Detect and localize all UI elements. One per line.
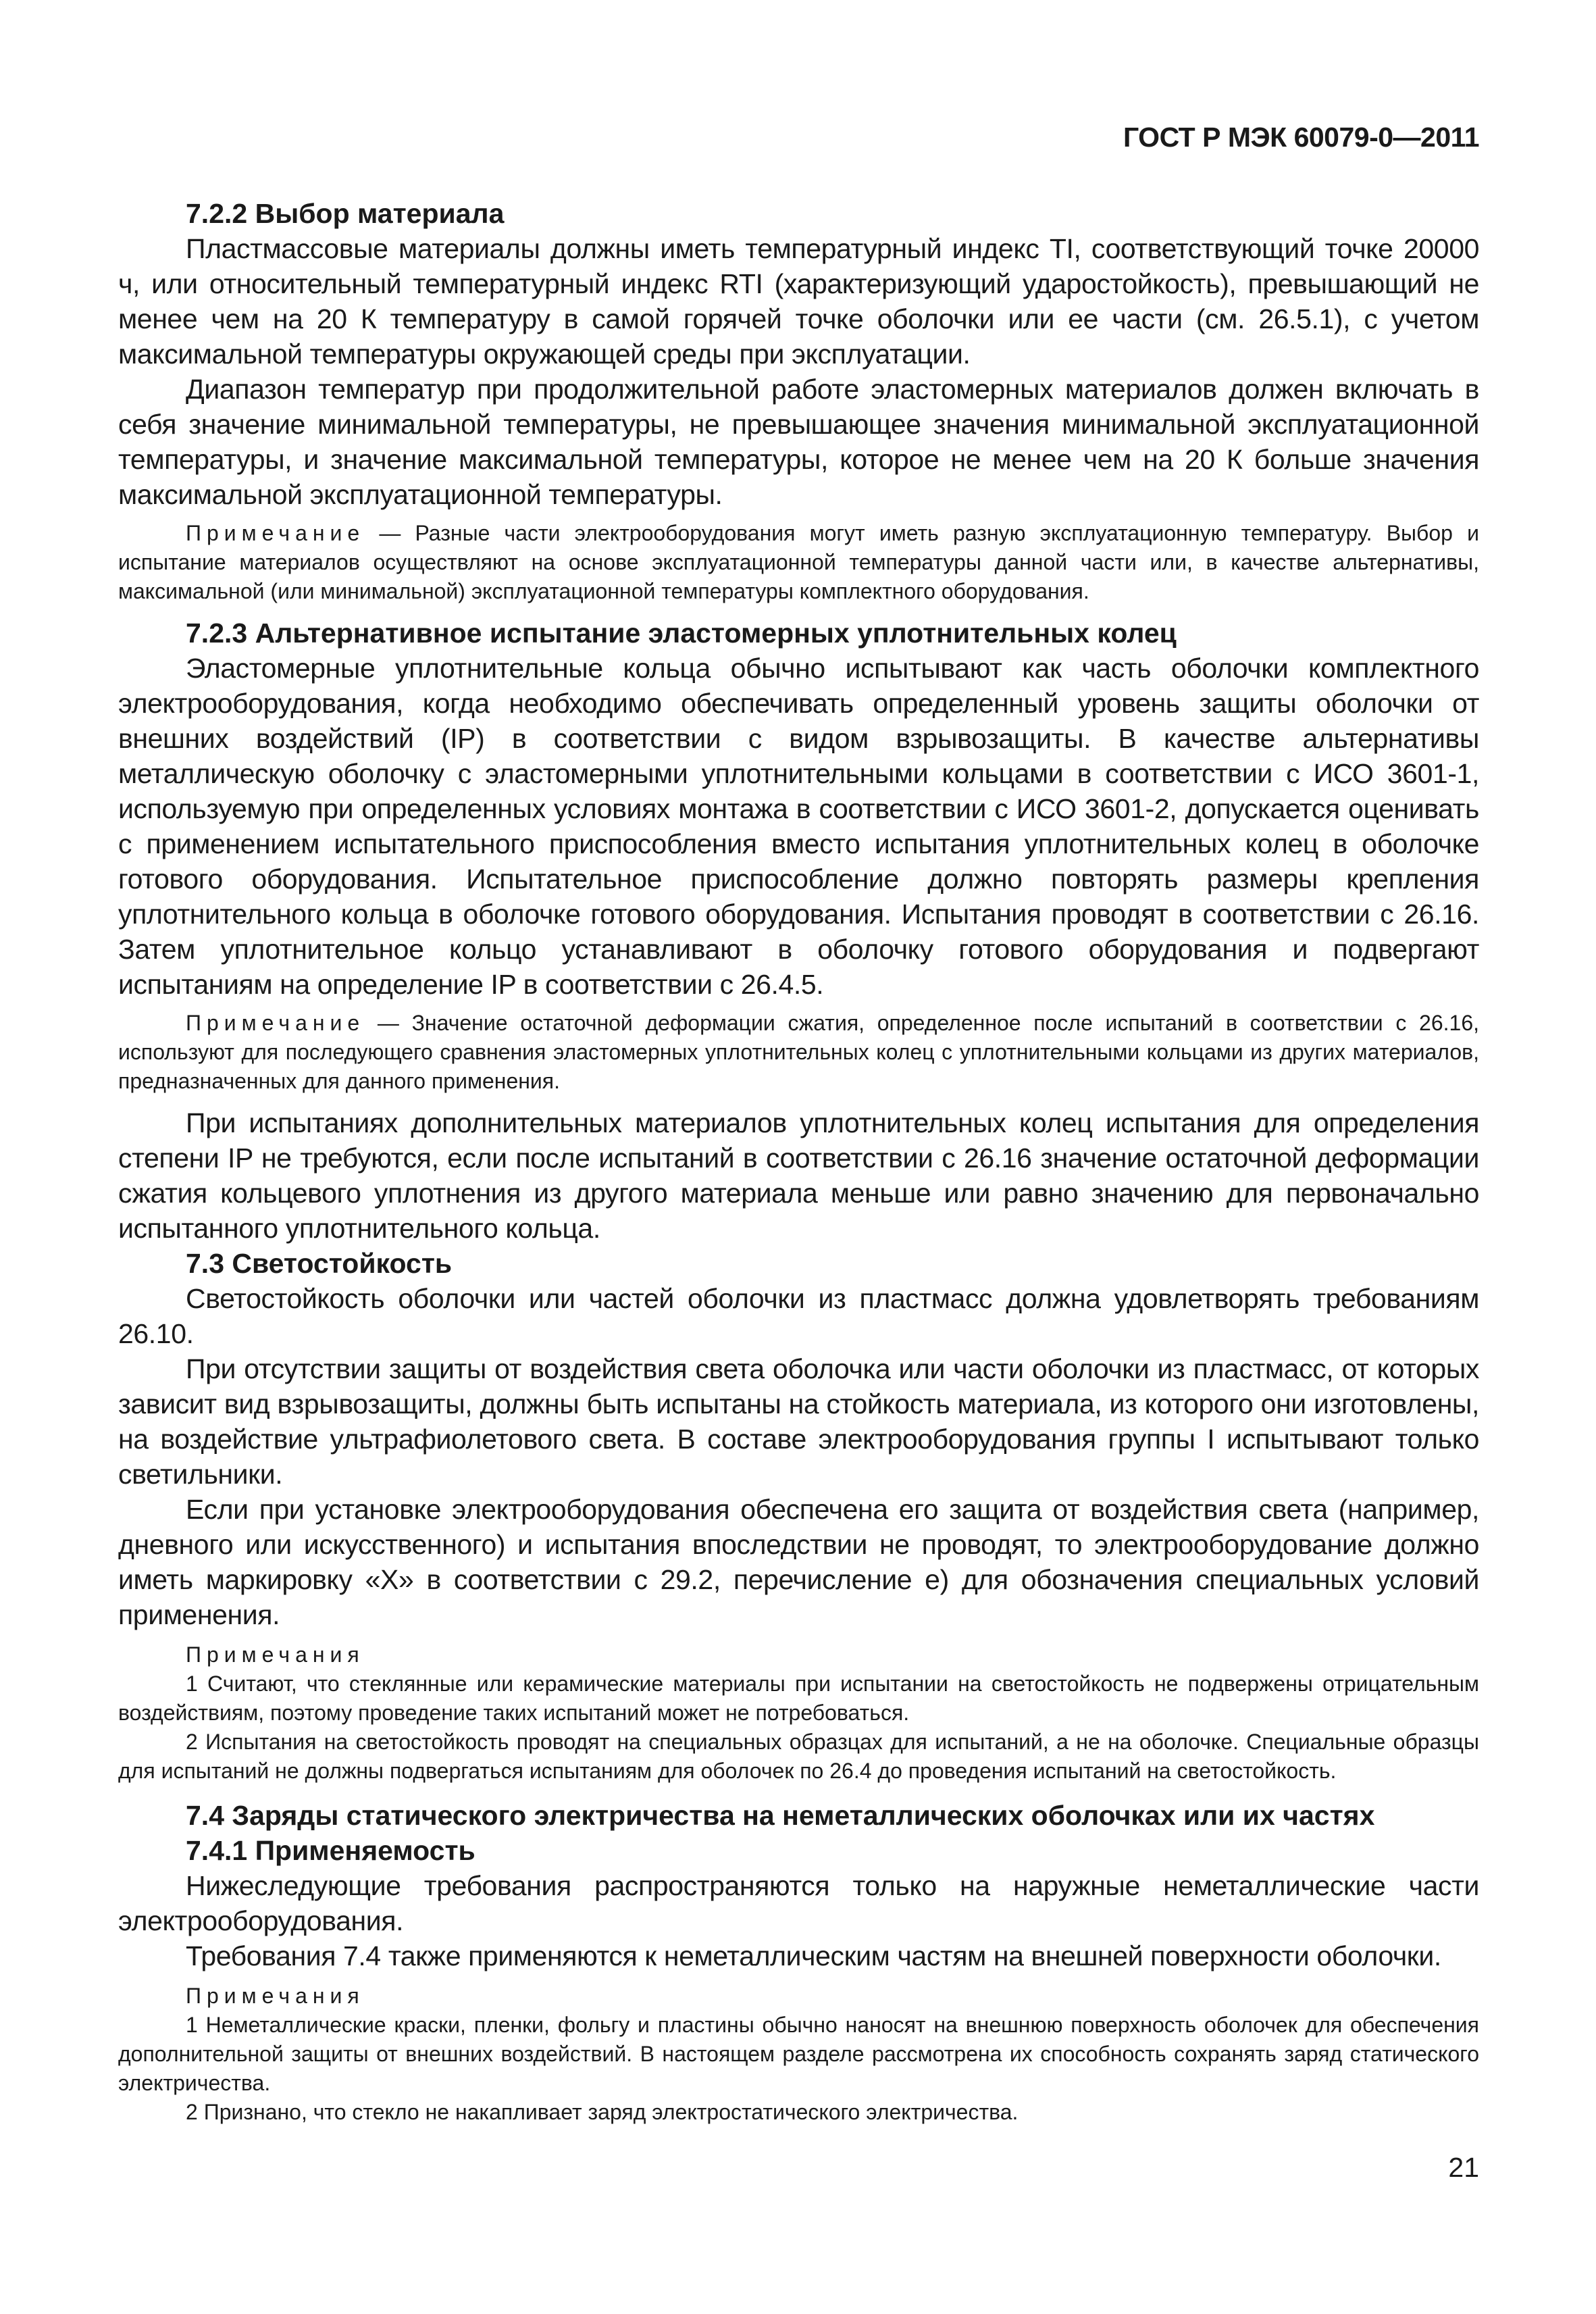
note-text: — Значение остаточной деформации сжатия, определенное после испытаний в соответствии с 26.16, используют для последующего сравнения эластомерных уплотнительных колец с уплотнительными кольцами из других материалов, предназначенных для данного применения.: [118, 1011, 1479, 1093]
section-7-3-title: 7.3 Светостойкость: [186, 1248, 453, 1279]
paragraph: Светостойкость оболочки или частей оболочки из пластмасс должна удовлетворять требованиям 26.10.: [118, 1283, 1479, 1349]
paragraph: Требования 7.4 также применяются к неметаллическим частям на внешней поверхности оболочки.: [186, 1940, 1441, 1971]
note-label: Примечание: [186, 521, 365, 545]
section-7-4-title: 7.4 Заряды статического электричества на неметаллических оболочках или их частях: [186, 1800, 1375, 1831]
note-text: — Разные части электрооборудования могут иметь разную эксплуатационную температуру. Выбор и испытание материалов осуществляют на основе эксплуатационной температуры данной части или, в качестве альтернативы, максимальной (или минимальной) эксплуатационной температуры комплектного оборудования.: [118, 521, 1479, 603]
note-item: 2 Испытания на светостойкость проводят на специальных образцах для испытаний, а не на оболочке. Специальные образцы для испытаний не должны подвергаться испытаниям для оболочек по 26.4 до проведения испытаний на светостойкость.: [118, 1730, 1479, 1783]
note-label: Примечание: [186, 1011, 365, 1035]
paragraph: Эластомерные уплотнительные кольца обычно испытывают как часть оболочки комплектного электрооборудования, когда необходимо обеспечивать определенный уровень защиты оболочки от внешних воздействий (IP) в соответствии с видом взрывозащиты. В качестве альтернативы металлическую оболочку с эластомерными уплотнительными кольцами в соответствии с ИСО 3601-1, используемую при определенных условиях монтажа в соответствии с ИСО 3601-2, допускается оценивать с применением испытательного приспособления вместо испытания уплотнительных колец в оболочке готового оборудования. Испытательное приспособление должно повторять размеры крепления уплотнительного кольца в оболочке готового оборудования. Испытания проводят в соответствии с 26.16. Затем уплотнительное кольцо устанавливают в оболочку готового оборудования и подвергают испытаниям на определение IP в соответствии с 26.4.5.: [118, 653, 1479, 1000]
section-7-2-2-title: 7.2.2 Выбор материала: [186, 198, 505, 229]
document-code: ГОСТ Р МЭК 60079-0—2011: [1123, 122, 1479, 153]
document-body: [118, 196, 1479, 2127]
paragraph: Нижеследующие требования распространяются только на наружные неметаллические части электрооборудования.: [118, 1870, 1479, 1936]
paragraph: Если при установке электрооборудования обеспечена его защита от воздействия света (например, дневного или искусственного) и испытания впоследствии не проводят, то электрооборудование должно иметь маркировку «X» в соответствии с 29.2, перечисление е) для обозначения специальных условий применения.: [118, 1494, 1479, 1630]
section-7-2-3-title: 7.2.3 Альтернативное испытание эластомерных уплотнительных колец: [186, 618, 1177, 649]
paragraph: При отсутствии защиты от воздействия света оболочка или части оболочки из пластмасс, от которых зависит вид взрывозащиты, должны быть испытаны на стойкость материала, из которого они изготовлены, на воздействие ультрафиолетового света. В составе электрооборудования группы I испытывают только светильники.: [118, 1353, 1479, 1490]
note-item: 1 Неметаллические краски, пленки, фольгу и пластины обычно наносят на внешнюю поверхность оболочек для обеспечения дополнительной защиты от внешних воздействий. В настоящем разделе рассмотрена их способность сохранять заряд статического электричества.: [118, 2013, 1479, 2095]
section-7-4-1-title: 7.4.1 Применяемость: [186, 1835, 475, 1866]
note-item: 2 Признано, что стекло не накапливает заряд электростатического электричества.: [186, 2100, 1019, 2124]
note-item: 1 Считают, что стеклянные или керамические материалы при испытании на светостойкость не подвержены отрицательным воздействиям, поэтому проведение таких испытаний может не потребоваться.: [118, 1671, 1479, 1725]
paragraph: Пластмассовые материалы должны иметь температурный индекс TI, соответствующий точке 20000 ч, или относительный температурный индекс RTI (характеризующий ударостойкость), превышающий не менее чем на 20 К температуру в самой горячей точке оболочки или ее части (см. 26.5.1), с учетом максимальной температуры окружающей среды при эксплуатации.: [118, 233, 1479, 370]
notes-title: Примечания: [186, 1642, 365, 1667]
notes-title: Примечания: [186, 1984, 365, 2008]
note: [118, 1009, 1479, 1096]
paragraph: При испытаниях дополнительных материалов уплотнительных колец испытания для определения степени IP не требуются, если после испытаний в соответствии с 26.16 значение остаточной деформации сжатия кольцевого уплотнения из другого материала меньше или равно значению для первоначально испытанного уплотнительного кольца.: [118, 1107, 1479, 1244]
paragraph: Диапазон температур при продолжительной работе эластомерных материалов должен включать в себя значение минимальной температуры, не превышающее значения минимальной эксплуатационной температуры, и значение максимальной температуры, которое не менее чем на 20 К больше значения максимальной эксплуатационной температуры.: [118, 374, 1479, 510]
page-number: 21: [1448, 2152, 1479, 2183]
note: [118, 519, 1479, 606]
